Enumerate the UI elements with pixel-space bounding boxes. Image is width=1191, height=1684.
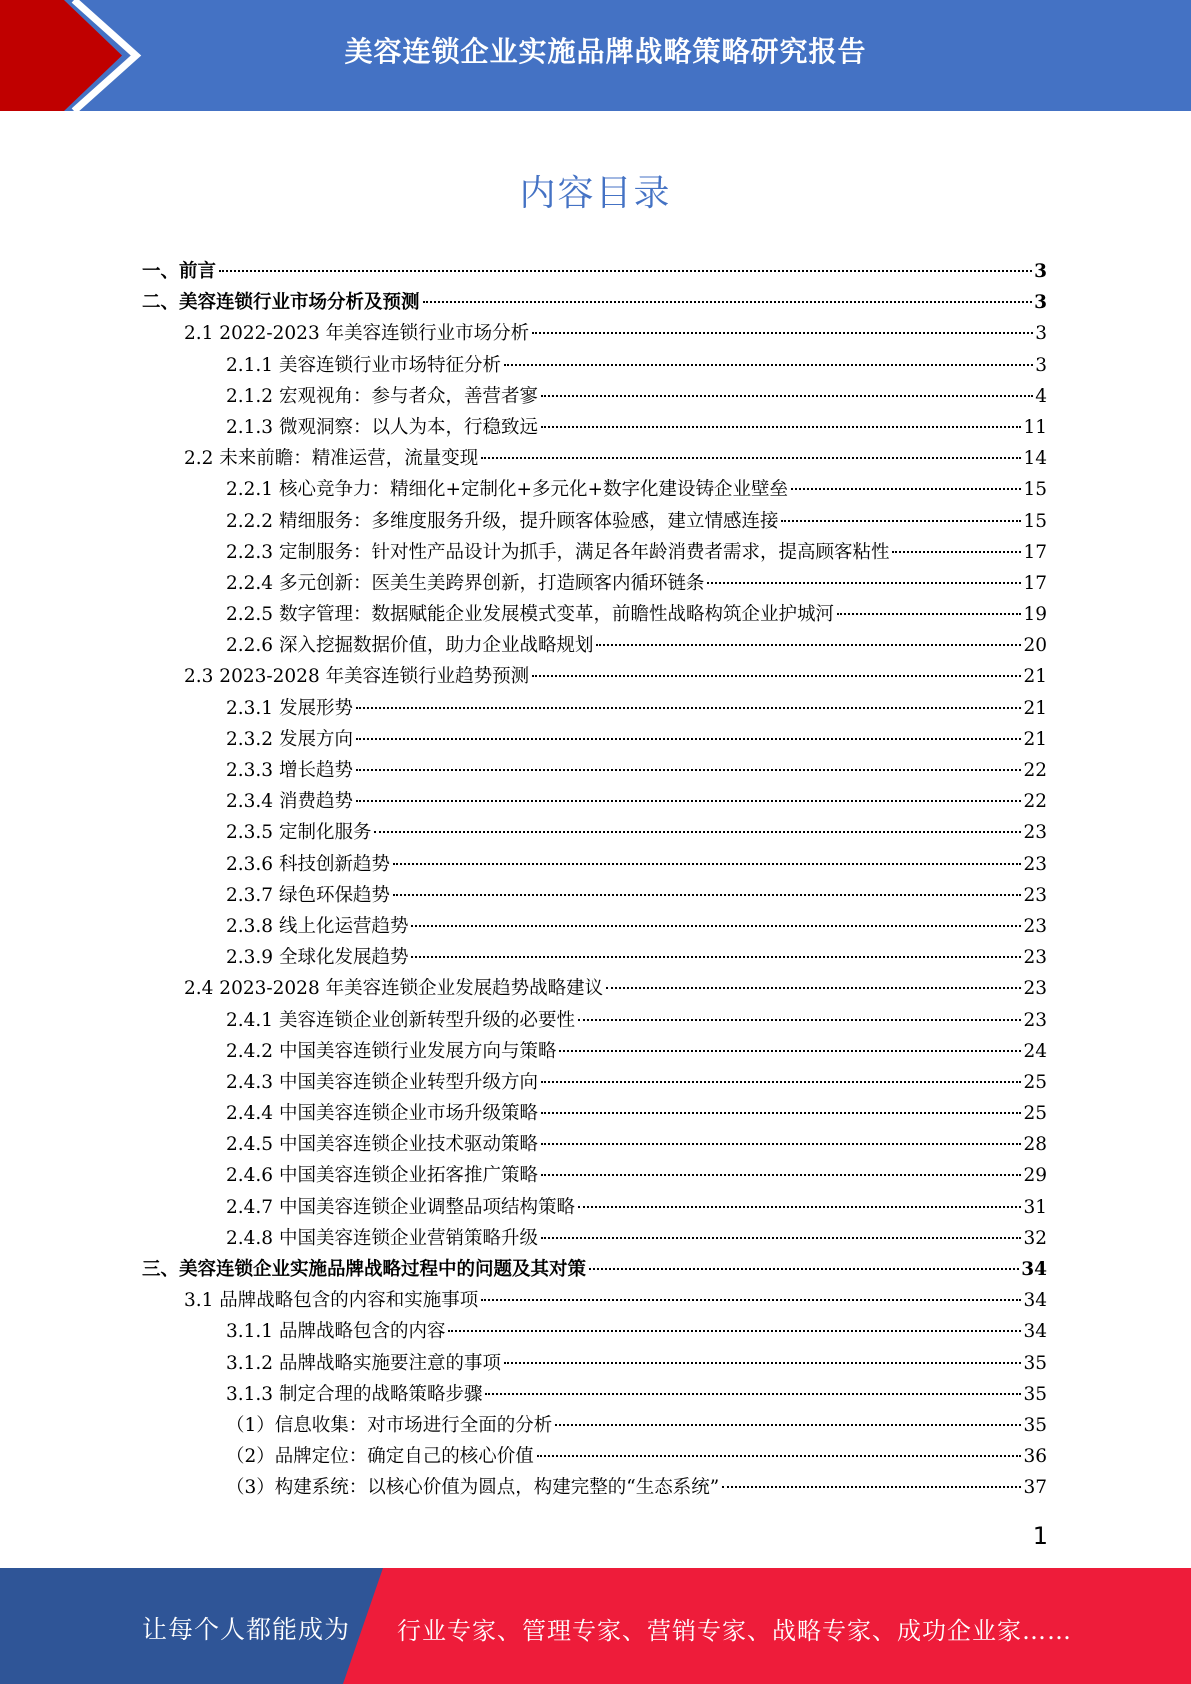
toc-dot-leader <box>504 364 1033 366</box>
toc-dot-leader <box>356 738 1022 740</box>
toc-dot-leader <box>606 987 1021 989</box>
toc-entry-label: 2.3.2 发展方向 <box>226 728 353 750</box>
toc-entry[interactable] <box>142 568 1047 599</box>
toc-entry-page: 34 <box>1023 1290 1047 1312</box>
toc-entry-label: 2.4.3 中国美容连锁企业转型升级方向 <box>226 1071 538 1093</box>
toc-dot-leader <box>448 1330 1021 1332</box>
toc-entry-page: 15 <box>1023 510 1047 532</box>
toc-entry-page: 32 <box>1023 1227 1047 1249</box>
toc-entry[interactable] <box>142 630 1047 661</box>
toc-entry-label: 2.3.1 发展形势 <box>226 697 353 719</box>
toc-entry[interactable] <box>142 412 1047 443</box>
toc-dot-leader <box>541 1081 1021 1083</box>
toc-entry[interactable] <box>142 880 1047 911</box>
toc-entry-label: 2.2.1 核心竞争力：精细化+定制化+多元化+数字化建设铸企业壁垒 <box>226 479 788 501</box>
toc-entry-page: 20 <box>1023 635 1047 657</box>
toc-entry[interactable] <box>142 693 1047 724</box>
toc-entry-page: 36 <box>1023 1446 1047 1468</box>
toc-entry-label: （1）信息收集：对市场进行全面的分析 <box>226 1414 553 1436</box>
toc-entry-label: 2.2.3 定制服务：针对性产品设计为抓手，满足各年龄消费者需求，提高顾客粘性 <box>226 541 890 563</box>
toc-entry-page: 34 <box>1021 1259 1047 1280</box>
toc-entry-label: 2.2.5 数字管理：数据赋能企业发展模式变革，前瞻性战略构筑企业护城河 <box>226 604 834 626</box>
toc-entry-page: 21 <box>1023 666 1047 688</box>
toc-dot-leader <box>537 1455 1022 1457</box>
toc-entry[interactable] <box>142 1379 1047 1410</box>
toc-entry[interactable] <box>142 786 1047 817</box>
toc-entry-label: 3.1.3 制定合理的战略策略步骤 <box>226 1383 483 1405</box>
toc-entry-label: 2.3.4 消费趋势 <box>226 791 353 813</box>
toc-dot-leader <box>781 520 1021 522</box>
toc-dot-leader <box>393 863 1021 865</box>
toc-entry-label: （3）构建系统：以核心价值为圆点，构建完整的“生态系统” <box>226 1477 720 1499</box>
toc-entry-label: 2.2.6 深入挖掘数据价值，助力企业战略规划 <box>226 635 594 657</box>
toc-dot-leader <box>485 1393 1021 1395</box>
toc-entry-label: 2.4.6 中国美容连锁企业拓客推广策略 <box>226 1165 538 1187</box>
toc-dot-leader <box>541 426 1021 428</box>
toc-dot-leader <box>555 1424 1021 1426</box>
toc-entry[interactable] <box>142 973 1047 1004</box>
toc-entry-page: 14 <box>1023 448 1047 470</box>
toc-entry-label: 2.2.2 精细服务：多维度服务升级，提升顾客体验感，建立情感连接 <box>226 510 779 532</box>
toc-dot-leader <box>532 332 1033 334</box>
toc-dot-leader <box>356 800 1022 802</box>
toc-entry-page: 31 <box>1023 1196 1047 1218</box>
toc-entry[interactable] <box>142 1005 1047 1036</box>
page-header <box>0 0 1191 111</box>
toc-entry[interactable] <box>142 755 1047 786</box>
toc-entry[interactable] <box>142 1098 1047 1129</box>
toc-entry-label: 2.3 2023-2028 年美容连锁行业趋势预测 <box>184 666 530 688</box>
footer-slogan-right: 行业专家、管理专家、营销专家、战略专家、成功企业家…… <box>397 1617 1072 1645</box>
toc-dot-leader <box>532 675 1021 677</box>
toc-dot-leader <box>423 301 1033 303</box>
toc-entry-page: 11 <box>1023 416 1047 438</box>
toc-entry-label: 2.3.8 线上化运营趋势 <box>226 915 409 937</box>
toc-entry-label: 3.1.2 品牌战略实施要注意的事项 <box>226 1352 501 1374</box>
toc-entry-label: 2.1.1 美容连锁行业市场特征分析 <box>226 354 501 376</box>
toc-dot-leader <box>541 1174 1021 1176</box>
toc-dot-leader <box>596 644 1021 646</box>
toc-entry-label: 2.1.2 宏观视角：参与者众，善营者寥 <box>226 385 538 407</box>
toc-entry[interactable] <box>142 256 1047 287</box>
toc-dot-leader <box>393 894 1021 896</box>
toc-entry[interactable] <box>142 1472 1047 1503</box>
toc-entry-label: 2.3.6 科技创新趋势 <box>226 853 390 875</box>
document-title: 美容连锁企业实施品牌战略策略研究报告 <box>344 35 867 68</box>
toc-entry-page: 23 <box>1023 884 1047 906</box>
toc-entry-label: 二、美容连锁行业市场分析及预测 <box>142 292 420 314</box>
toc-entry-label: 2.2 未来前瞻：精准运营，流量变现 <box>184 448 479 470</box>
toc-dot-leader <box>481 1299 1021 1301</box>
toc-entry-label: 2.4 2023-2028 年美容连锁企业发展趋势战略建议 <box>184 978 604 1000</box>
toc-entry-page: 29 <box>1023 1165 1047 1187</box>
toc-dot-leader <box>356 707 1022 709</box>
toc-entry-page: 35 <box>1023 1414 1047 1436</box>
toc-entry-page: 15 <box>1023 479 1047 501</box>
toc-dot-leader <box>578 1019 1021 1021</box>
toc-entry-page: 17 <box>1023 572 1047 594</box>
toc-entry-page: 23 <box>1023 853 1047 875</box>
toc-entry-page: 35 <box>1023 1383 1047 1405</box>
toc-entry[interactable] <box>142 1316 1047 1347</box>
toc-entry-page: 25 <box>1023 1103 1047 1125</box>
toc-dot-leader <box>541 1112 1021 1114</box>
toc-entry-page: 21 <box>1023 697 1047 719</box>
toc-entry-page: 3 <box>1035 354 1047 376</box>
toc-entry-page: 3 <box>1034 261 1047 282</box>
toc-entry-page: 17 <box>1023 541 1047 563</box>
toc-entry-label: 2.1.3 微观洞察：以人为本，行稳致远 <box>226 416 538 438</box>
toc-entry-label: 2.3.7 绿色环保趋势 <box>226 884 390 906</box>
toc-entry[interactable] <box>142 287 1047 318</box>
toc-entry-page: 23 <box>1023 978 1047 1000</box>
toc-entry-page: 21 <box>1023 728 1047 750</box>
toc-entry[interactable] <box>142 911 1047 942</box>
table-of-contents <box>142 256 1047 1504</box>
toc-entry-page: 34 <box>1023 1321 1047 1343</box>
toc-entry[interactable] <box>142 1410 1047 1441</box>
toc-entry[interactable] <box>142 599 1047 630</box>
toc-entry-label: 2.4.1 美容连锁企业创新转型升级的必要性 <box>226 1009 575 1031</box>
toc-entry[interactable] <box>142 537 1047 568</box>
toc-entry-page: 4 <box>1035 385 1047 407</box>
toc-entry[interactable] <box>142 849 1047 880</box>
toc-entry-page: 23 <box>1023 1009 1047 1031</box>
toc-entry[interactable] <box>142 350 1047 381</box>
toc-entry-label: 三、美容连锁企业实施品牌战略过程中的问题及其对策 <box>142 1259 587 1280</box>
toc-entry-label: 2.4.7 中国美容连锁企业调整品项结构策略 <box>226 1196 575 1218</box>
toc-entry[interactable] <box>142 1441 1047 1472</box>
toc-entry[interactable] <box>142 506 1047 537</box>
toc-entry[interactable] <box>142 1129 1047 1160</box>
page-footer <box>0 1568 1191 1684</box>
toc-entry-page: 3 <box>1035 323 1047 345</box>
toc-dot-leader <box>837 613 1021 615</box>
toc-entry[interactable] <box>142 1036 1047 1067</box>
toc-dot-leader <box>504 1362 1021 1364</box>
toc-entry[interactable] <box>142 1285 1047 1316</box>
toc-entry[interactable] <box>142 318 1047 349</box>
toc-entry-label: 2.4.5 中国美容连锁企业技术驱动策略 <box>226 1134 538 1156</box>
toc-dot-leader <box>481 457 1021 459</box>
toc-entry[interactable] <box>142 1067 1047 1098</box>
toc-entry-page: 37 <box>1023 1477 1047 1499</box>
toc-entry[interactable] <box>142 1223 1047 1254</box>
toc-entry-page: 19 <box>1023 604 1047 626</box>
toc-entry-page: 23 <box>1023 915 1047 937</box>
toc-entry-page: 23 <box>1023 947 1047 969</box>
toc-entry-label: 2.3.5 定制化服务 <box>226 822 372 844</box>
toc-entry-label: 3.1 品牌战略包含的内容和实施事项 <box>184 1290 479 1312</box>
toc-entry-label: 一、前言 <box>142 261 217 282</box>
toc-entry-page: 22 <box>1023 760 1047 781</box>
toc-entry[interactable] <box>142 817 1047 848</box>
toc-dot-leader <box>356 769 1022 771</box>
toc-dot-leader <box>411 956 1021 958</box>
footer-slogan-left: 让每个人都能成为 <box>142 1615 351 1644</box>
toc-entry[interactable] <box>142 942 1047 973</box>
toc-entry-page: 3 <box>1034 292 1047 314</box>
toc-entry-label: 2.1 2022-2023 年美容连锁行业市场分析 <box>184 323 530 345</box>
toc-dot-leader <box>374 831 1021 833</box>
toc-entry-page: 25 <box>1023 1071 1047 1093</box>
toc-entry-page: 22 <box>1023 791 1047 813</box>
toc-entry-page: 24 <box>1023 1040 1047 1062</box>
toc-entry-page: 28 <box>1023 1134 1047 1156</box>
toc-entry-page: 35 <box>1023 1352 1047 1374</box>
toc-dot-leader <box>219 270 1032 272</box>
toc-entry[interactable] <box>142 1348 1047 1379</box>
toc-entry[interactable] <box>142 1160 1047 1191</box>
toc-dot-leader <box>892 551 1021 553</box>
toc-entry-label: （2）品牌定位：确定自己的核心价值 <box>226 1446 534 1468</box>
toc-entry[interactable] <box>142 443 1047 474</box>
toc-entry-label: 2.3.3 增长趋势 <box>226 760 353 781</box>
toc-entry-label: 2.2.4 多元创新：医美生美跨界创新，打造顾客内循环链条 <box>226 572 705 594</box>
toc-dot-leader <box>541 1237 1021 1239</box>
toc-entry[interactable] <box>142 474 1047 505</box>
toc-dot-leader <box>411 925 1021 927</box>
toc-dot-leader <box>589 1268 1019 1270</box>
toc-heading: 内容目录 <box>519 173 672 214</box>
toc-entry[interactable] <box>142 381 1047 412</box>
toc-entry-label: 2.3.9 全球化发展趋势 <box>226 947 409 969</box>
toc-entry[interactable] <box>142 661 1047 692</box>
toc-dot-leader <box>541 1143 1021 1145</box>
toc-dot-leader <box>578 1206 1021 1208</box>
toc-entry-label: 2.4.2 中国美容连锁行业发展方向与策略 <box>226 1040 557 1062</box>
toc-entry[interactable] <box>142 1192 1047 1223</box>
toc-entry[interactable] <box>142 1254 1047 1285</box>
toc-dot-leader <box>722 1486 1021 1488</box>
toc-entry[interactable] <box>142 724 1047 755</box>
toc-entry-page: 23 <box>1023 822 1047 844</box>
toc-entry-label: 2.4.8 中国美容连锁企业营销策略升级 <box>226 1227 538 1249</box>
toc-entry-label: 2.4.4 中国美容连锁企业市场升级策略 <box>226 1103 538 1125</box>
toc-dot-leader <box>791 488 1021 490</box>
toc-dot-leader <box>707 582 1021 584</box>
page-number: 1 <box>1032 1522 1048 1550</box>
toc-dot-leader <box>559 1050 1021 1052</box>
toc-dot-leader <box>541 395 1033 397</box>
toc-entry-label: 3.1.1 品牌战略包含的内容 <box>226 1321 446 1343</box>
